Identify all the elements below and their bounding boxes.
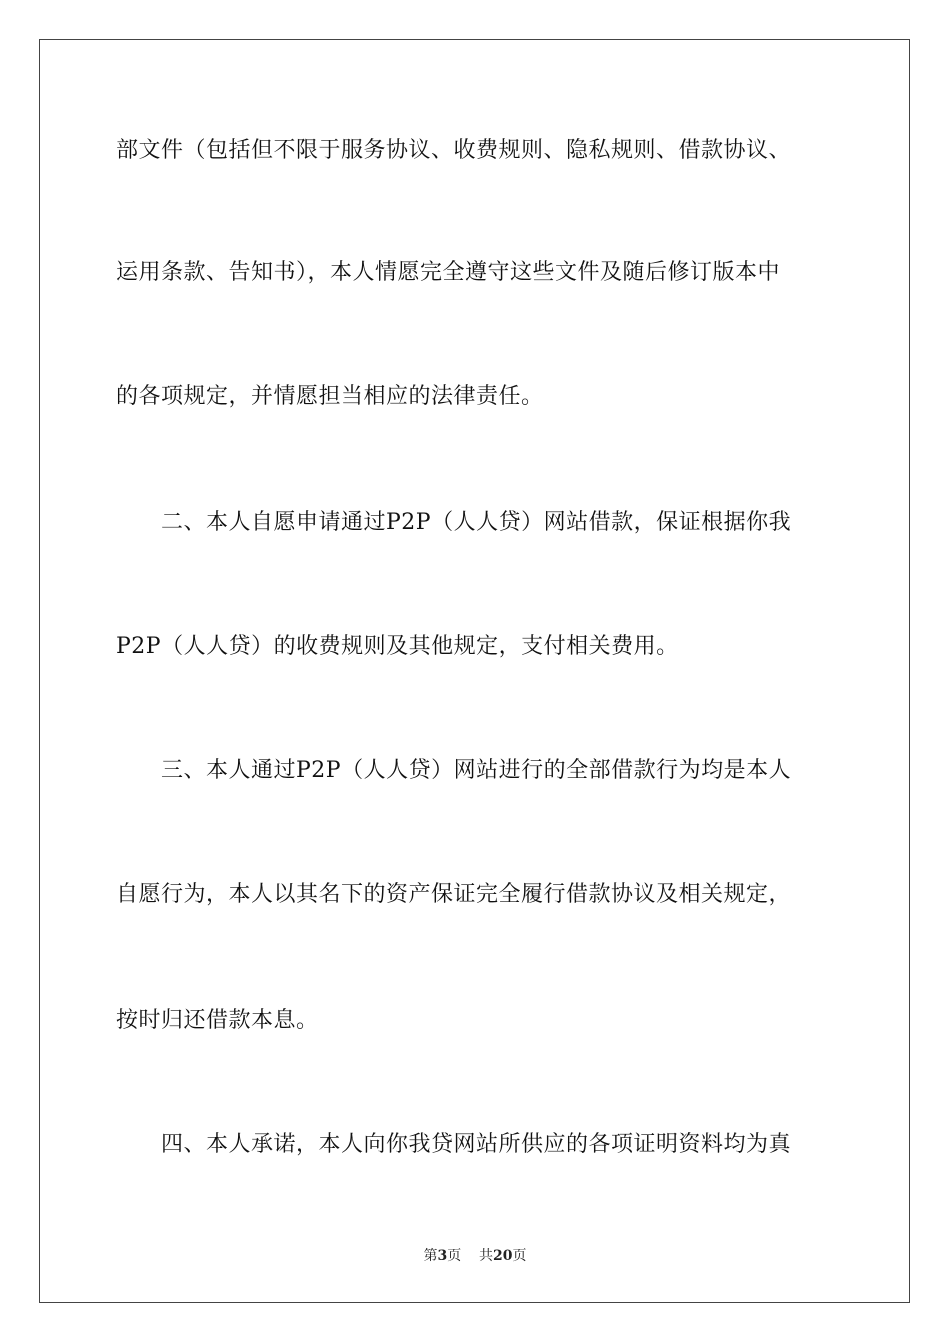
body-text-line-3: 的各项规定，并情愿担当相应的法律责任。 [116, 384, 544, 409]
footer-page-suffix: 页 [447, 1248, 462, 1264]
footer-page-number: 3 [437, 1248, 448, 1264]
body-text-line-6: 三、本人通过P2P（人人贷）网站进行的全部借款行为均是本人 [116, 758, 792, 783]
footer-page-prefix: 第 [423, 1248, 438, 1264]
body-text-line-7: 自愿行为，本人以其名下的资产保证完全履行借款协议及相关规定， [116, 882, 792, 907]
body-text-line-9: 四、本人承诺，本人向你我贷网站所供应的各项证明资料均为真 [116, 1132, 792, 1157]
body-text-line-1: 部文件（包括但不限于服务协议、收费规则、隐私规则、借款协议、 [116, 138, 792, 163]
body-text-line-2: 运用条款、告知书），本人情愿完全遵守这些文件及随后修订版本中 [116, 260, 781, 285]
footer-total-suffix: 页 [512, 1248, 527, 1264]
footer-total-pages: 20 [493, 1248, 513, 1264]
page-footer [0, 1246, 950, 1266]
footer-total-prefix: 共 [479, 1248, 494, 1264]
body-text-line-4: 二、本人自愿申请通过P2P（人人贷）网站借款，保证根据你我 [116, 510, 792, 535]
body-text-line-8: 按时归还借款本息。 [116, 1008, 319, 1033]
body-text-line-5: P2P（人人贷）的收费规则及其他规定，支付相关费用。 [116, 634, 679, 659]
page-border [39, 39, 910, 1303]
